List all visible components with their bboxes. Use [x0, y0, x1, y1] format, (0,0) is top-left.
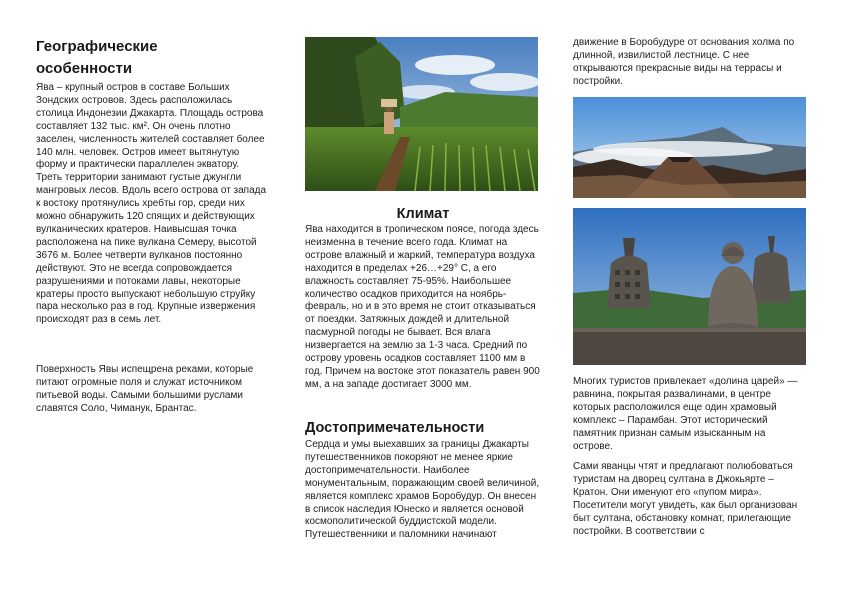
paragraph-borobudur-continued: движение в Боробудуре от основания холма по длинной, извилистой лестнице. С нее открываются прекрасные виды на террасы и постройки.: [573, 37, 795, 87]
paragraph-geography-1: Ява – крупный остров в составе Больших Зондских островов. Здесь расположилась столица Индонезии Джакарта. Площадь острова составляет 132 тыс. км². Он очень плотно заселен, численность жителей составляет более 140 млн. человек. Остров имеет вытянутую форму и практически параллелен экватору. Треть территории занимают густые джунгли мангровых лесов. Вдоль всего острова от запада к востоку протянулись хребты гор, среди них можно обнаружить 120 спящих и действующих вулканических кратеров. Наивысшая точка расположена на пике вулкана Семеру, высотой 3676 м. Более четверти вулканов постоянно действуют. Это не всегда сопровождается разрушениями и потоками лавы, некоторые кратеры просто выпускают небольшую струйку пара несколько раз в год. Крупные извержения происходят раз в семь лет.: [36, 82, 267, 326]
paragraph-geography-2: Поверхность Явы испещрена реками, которые питают огромные поля и служат источником питьевой воды. Самыми большими руслами славятся Соло, Чиманук, Брантас.: [36, 364, 254, 414]
paragraph-kraton: Сами яванцы чтят и предлагают полюбоваться туристам на дворец султана в Джокьярте – Кратон. Они именуют его «пупом мира». Посетители могут увидеть, как был организован быт султана, обстановку комнат, прилегающие постройки. В соответствии с: [573, 461, 798, 537]
java-field-photo: [305, 37, 538, 191]
section-title-climate: Климат: [396, 206, 450, 222]
paragraph-sights: Сердца и умы выехавших за границы Джакарты путешественников покоряют не менее яркие достопримечательности. Наиболее монументальным, поражающим своей величиной, является комплекс храмов Боробудур. Он внесен в список наследия Юнеско и является основой космополитической буддистской модели. Путешественники и паломники начинают: [305, 439, 540, 541]
paragraph-climate: Ява находится в тропическом поясе, погода здесь неизменна в течение всего года. Климат на острове влажный и жаркий, температура воздуха находится в пределах +26…+29° С, а его влажность составляет 75-95%. Наибольшее количество осадков приходится на ноябрь-февраль, но и в это время не стоит отказываться от поездки. Затяжных дождей и длительной пасмурной погоды не бывает. Вся влага низвергается на землю за 1-3 часа. Средний по острову уровень осадков составляет 1100 мм в год. Причем на востоке этот показатель равен 900 мм, а на западе достигает 3000 мм.: [305, 224, 540, 390]
section-title-sights: Достопримечательности: [305, 420, 485, 436]
section-title-geography: Географические особенности: [36, 38, 158, 77]
volcano-photo: [573, 97, 806, 198]
borobudur-photo: [573, 208, 806, 365]
paragraph-valley-of-kings: Многих туристов привлекает «долина царей» — равнина, покрытая развалинами, в центре которых расположился еще один храмовый комплекс – Парамбан. Этот исторический памятник признан самым изысканным на острове.: [573, 376, 798, 452]
